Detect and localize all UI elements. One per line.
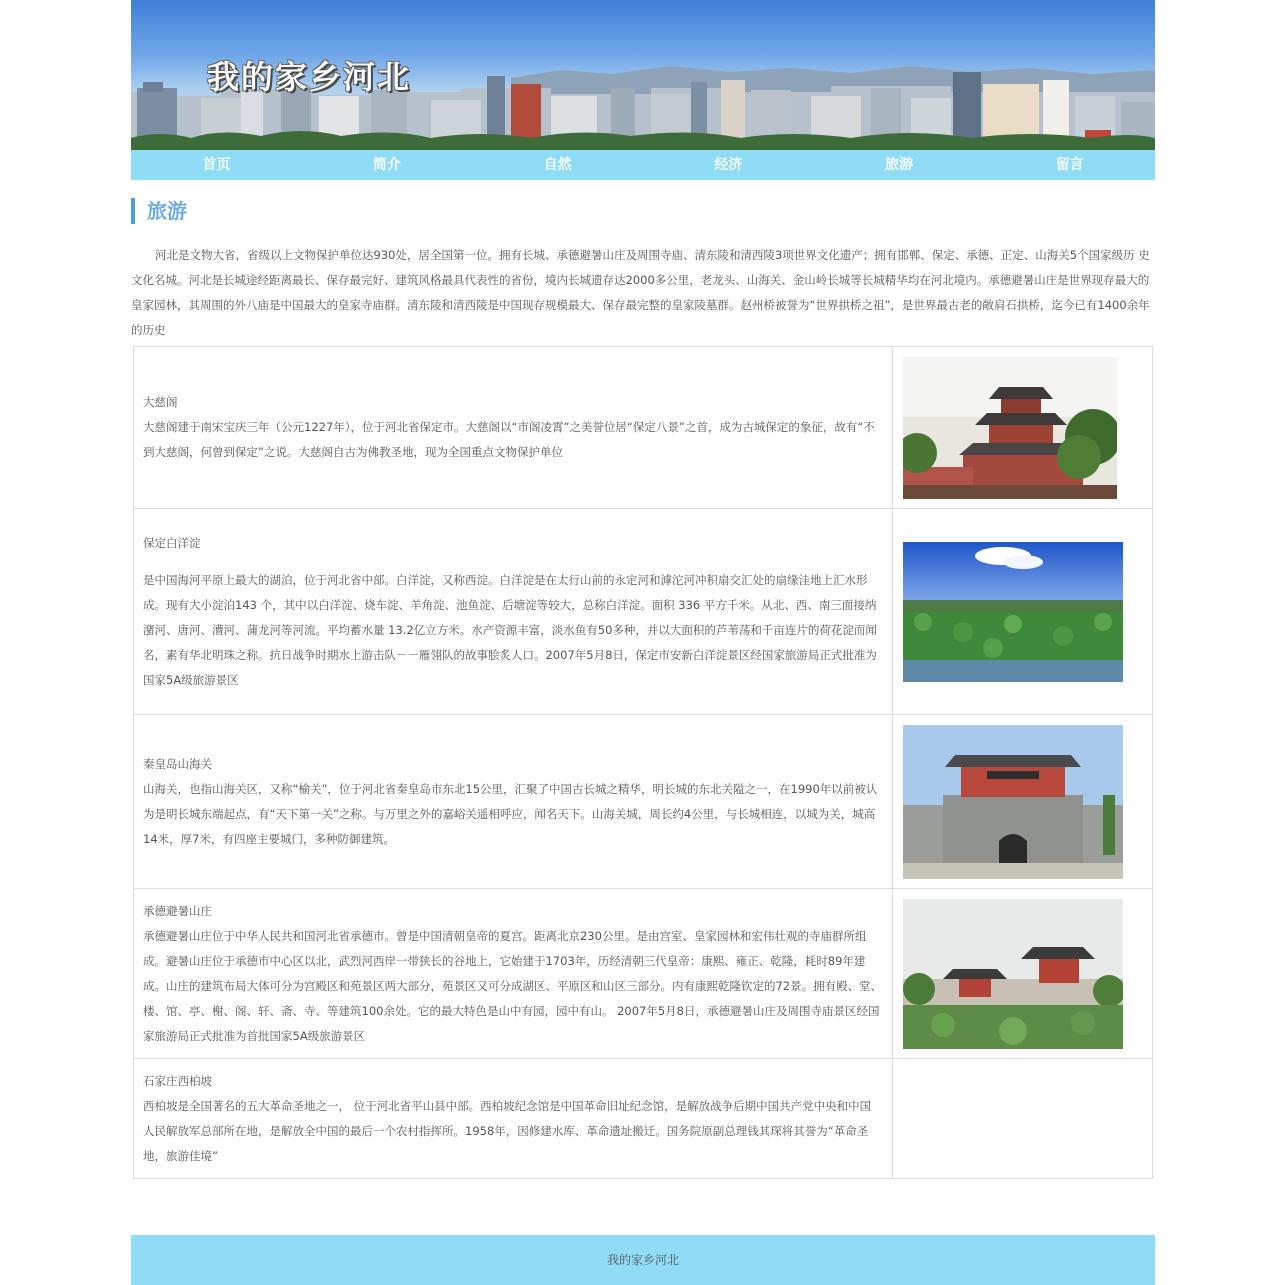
attraction-image-cell-empty <box>892 1059 1153 1179</box>
attraction-text-cell <box>134 1059 893 1179</box>
attraction-description: 大慈阁建于南宋宝庆三年（公元1227年），位于河北省保定市。大慈阁以“市阁凌霄”之美誉位居“保定八景”之首，成为古城保定的象征，故有“不到大慈阁，何曾到保定”之说。大慈阁自古为佛教圣地，现为全国重点文物保护单位 <box>143 420 875 459</box>
attraction-name: 秦皇岛山海关 <box>143 756 212 771</box>
table-row <box>134 347 1153 509</box>
attraction-description: 是中国海河平原上最大的湖泊，位于河北省中部。白洋淀，又称西淀。白洋淀是在太行山前的永定河和滹沱河冲积扇交汇处的扇缘洼地上汇水形成。现有大小淀泊143 个，其中以白洋淀、烧车淀、羊角淀、池鱼淀、后塘淀等较大，总称白洋淀。面积 336 平方千米。从北、西、南三面接纳潴河、唐河、漕河、蒲龙河等河流。平均蓄水量 13.2亿立方米。水产资源丰富，淡水鱼有50多种，并以大面积的芦苇荡和千亩连片的荷花淀而闻名，素有华北明珠之称。抗日战争时期水上游击队－－雁翎队的故事脍炙人口。2007年5月8日，保定市安新白洋淀景区经国家旅游局正式批准为国家5A级旅游景区 <box>143 572 877 687</box>
nav-item-nature[interactable]: 自然 <box>543 157 572 173</box>
attraction-name: 大慈阁 <box>143 395 178 409</box>
attraction-text-cell <box>134 509 893 715</box>
footer: 我的家乡河北 <box>131 1235 1155 1285</box>
table-row <box>134 1059 1153 1179</box>
shanhaiguan-gate-image <box>903 725 1123 879</box>
attraction-image-cell <box>892 889 1153 1059</box>
section-title: 旅游 <box>131 198 1171 224</box>
attractions-table <box>133 346 1153 1179</box>
attraction-description: 承德避暑山庄位于中华人民共和国河北省承德市。曾是中国清朝皇帝的夏宫。距离北京230公里。是由宫室、皇家园林和宏伟壮观的寺庙群所组成。避暑山庄位于承德市中心区以北，武烈河西岸一带狭长的谷地上，它始建于1703年，历经清朝三代皇帝：康熙、雍正、乾隆，耗时89年建成。山庄的建筑布局大体可分为宫殿区和苑景区两大部分，苑景区又可分成湖区、平原区和山区三部分。内有康熙乾隆钦定的72景。拥有殿、堂、楼、馆、亭、榭、阁、轩、斋、寺、等建筑100余处。它的最大特色是山中有园，园中有山。 2007年5月8日，承德避暑山庄及周围寺庙景区经国家旅游局正式批准为首批国家5A级旅游景区 <box>143 928 883 1043</box>
table-row <box>134 889 1153 1059</box>
intro-paragraph: 河北是文物大省，省级以上文物保护单位达930处，居全国第一位。拥有长城、承德避暑山庄及周围寺庙、清东陵和清西陵3项世界文化遗产；拥有邯郸、保定、承德、正定、山海关5个国家级历 史文化名城。河北是长城途经距离最长、保存最完好、建筑风格最具代表性的省份，境内长城遗存达2000多公里，老龙头、山海关、金山岭长城等长城精华均在河北境内。承德避暑山庄是世界现存最大的皇家园林，其周围的外八庙是中国最大的皇家寺庙群。清东陵和清西陵是中国现存规模最大、保存最完整的皇家陵墓群。赵州桥被誉为“世界拱桥之祖”，是世界最古老的敞肩石拱桥，迄今已有1400余年的历史 <box>131 248 1150 337</box>
attraction-description: 山海关，也指山海关区，又称“榆关”，位于河北省秦皇岛市东北15公里，汇聚了中国古长城之精华，明长城的东北关隘之一，在1990年以前被认为是明长城东端起点，有“天下第一关”之称。与万里之外的嘉峪关遥相呼应，闻名天下。山海关城，周长约4公里，与长城相连，以城为关，城高14米，厚7米，有四座主要城门，多种防御建筑。 <box>143 781 878 846</box>
mountain-resort-image <box>903 899 1123 1049</box>
attraction-image-cell <box>892 347 1153 509</box>
nav-item-guestbook[interactable]: 留言 <box>1055 157 1084 173</box>
attraction-name: 保定白洋淀 <box>143 535 201 550</box>
nav-item-intro[interactable]: 简介 <box>373 157 401 173</box>
attraction-description: 西柏坡是全国著名的五大革命圣地之一， 位于河北省平山县中部。西柏坡纪念馆是中国革命旧址纪念馆，是解放战争后期中国共产党中央和中国人民解放军总部所在地，是解放全中国的最后一个农村指挥所。1958年，因修建水库、革命遗址搬迁。国务院原副总理钱其琛将其誉为“革命圣地，旅游佳境” <box>143 1098 872 1163</box>
attraction-name: 承德避暑山庄 <box>143 903 212 918</box>
baiyangdian-lake-image <box>903 542 1123 682</box>
attraction-text-cell <box>134 347 893 509</box>
table-row <box>134 509 1153 715</box>
nav-item-tourism[interactable]: 旅游 <box>885 157 914 173</box>
attraction-name: 石家庄西柏坡 <box>143 1073 212 1088</box>
main-nav <box>131 150 1155 180</box>
dacige-pavilion-image <box>903 357 1117 499</box>
attraction-image-cell <box>892 509 1153 715</box>
nav-item-home[interactable]: 首页 <box>202 157 231 173</box>
banner-title: 我的家乡河北 <box>207 58 412 96</box>
attraction-text-cell <box>134 715 893 889</box>
nav-item-economy[interactable]: 经济 <box>714 157 743 173</box>
attraction-image-cell <box>892 715 1153 889</box>
attraction-text-cell <box>134 889 893 1059</box>
table-row <box>134 715 1153 889</box>
banner <box>131 0 1155 150</box>
